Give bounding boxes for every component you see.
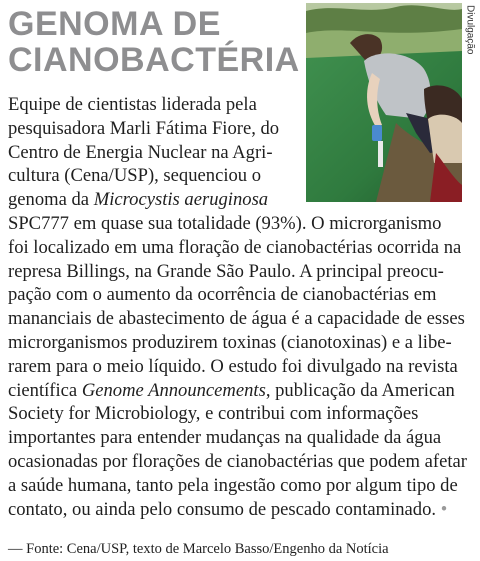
photo-credit: Divulgação: [464, 5, 476, 55]
body-text-fragment: genoma da: [8, 189, 94, 211]
body-line: SPC777 em quase sua totalidade (93%). O microrganismo: [8, 212, 442, 234]
body-line: [8, 498, 474, 522]
body-line: importantes para entender mudanças na qualidade da água: [8, 427, 442, 449]
species-name: Microcystis aeruginosa: [93, 189, 269, 211]
headline-line-1: GENOMA DE: [8, 5, 221, 43]
body-line: [8, 379, 474, 403]
headline-line-2: CIANOBACTÉRIA: [8, 41, 300, 79]
body-line: represa Billings, na Grande São Paulo. A principal preocu-: [8, 260, 444, 282]
body-line: mananciais de abastecimento de água é a capacidade de esses: [8, 308, 465, 330]
body-line: foi localizado em uma floração de cianobactérias ocorrida na: [8, 236, 462, 258]
body-line: Equipe de cientistas liderada pela: [8, 94, 257, 115]
body-line: pesquisadora Marli Fátima Fiore, do: [8, 117, 280, 139]
body-text-fragment: científica: [8, 379, 82, 401]
end-bullet: •: [440, 498, 448, 520]
body-text-fragment: , publicação da American: [265, 379, 455, 401]
article-headline: [8, 6, 308, 78]
body-line: a saúde humana, tanto pela ingestão como por algum tipo de: [8, 474, 458, 496]
body-line: microrganismos produzirem toxinas (cianotoxinas) e a libe-: [8, 331, 452, 353]
body-line: Centro de Energia Nuclear na Agri-: [8, 141, 273, 163]
body-line: ocasionadas por florações de cianobactérias que podem afetar: [8, 450, 467, 472]
body-line: cultura (Cena/USP), sequenciou o: [8, 165, 262, 187]
article-source: — Fonte: Cena/USP, texto de Marcelo Basso/Engenho da Notícia: [8, 541, 389, 557]
body-line: rarem para o meio líquido. O estudo foi divulgado na revista: [8, 355, 458, 377]
body-line: [8, 188, 474, 212]
article-body: [8, 93, 474, 521]
body-line: Society for Microbiology, e contribui com informações: [8, 403, 419, 425]
body-text-fragment: contato, ou ainda pelo consumo de pescado contaminado.: [8, 498, 437, 520]
journal-name: Genome Announcements: [81, 379, 266, 401]
body-line: pação com o aumento da ocorrência de cianobactérias em: [8, 284, 437, 306]
